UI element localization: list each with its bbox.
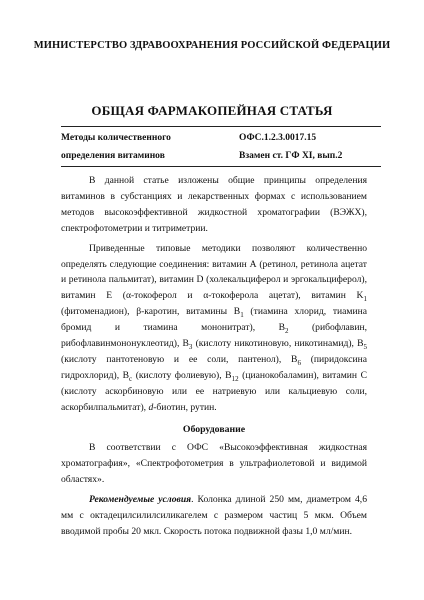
paragraph-intro: В данной статье изложены общие принципы определения витаминов в субстанциях и лекарственных формах с использованием методов высокоэффективной жидкостной хроматографии (ВЭЖХ), спектрофотометрии и титриметрии. — [61, 175, 367, 234]
body-section-1 — [61, 173, 367, 420]
meta-row-2 — [61, 151, 381, 165]
body-section-2 — [61, 440, 367, 543]
section-heading-equipment: Оборудование — [182, 424, 246, 435]
meta-row-1 — [61, 133, 381, 147]
conditions-label: Рекомендуемые условия — [89, 493, 192, 505]
paragraph-equipment: В соответствии с ОФС «Высокоэффективная жидкостная хроматография», «Спектрофотометрия в ультрафиолетовой и видимой областях». — [61, 442, 367, 485]
top-rule — [61, 126, 381, 127]
ministry-header: МИНИСТЕРСТВО ЗДРАВООХРАНЕНИЯ РОССИЙСКОЙ ФЕДЕРАЦИИ — [33, 40, 391, 51]
paragraph-conditions: Рекомендуемые условия. Колонка длиной 250 мм, диаметром 4,6 мм с октадецилсилилсиликагелем с размером частиц 5 мкм. Объем вводимой пробы 20 мкл. Скорость потока подвижной фазы 1,0 мл/мин. — [61, 493, 367, 537]
bottom-rule — [61, 166, 381, 167]
paragraph-compounds: Приведенные типовые методики позволяют количественно определять следующие соединения: витамин А (ретинол, ретинола ацетат и ретинола пальмитат), витамин D (холекальциферол и эргокальциферол), витамин Е (α-токоферол и α-токоферола ацетат), витамин $K_1$ (фитоменадион), β-каротин, витамины $B_1$ (тиамина хлорид, тиамина бромид и тиамина мононитрат), $B_2$ (рибофлавин, рибофлавинмононуклеотид), $B_3$ (кислоту никотиновую, никотинамид), $B_5$ (кислоту пантотеновую и ее соли, пантенол), $B_6$ (пиридоксина гидрохлорид), $B_c$ (кислоту фолиевую), $B_{12}$ (цианокобаламин), витамин С (кислоту аскорбиновую или ее натриевую или кальциевую соли, аскорбилпальмитат), d-биотин, рутин. — [61, 242, 367, 413]
article-title: ОБЩАЯ ФАРМАКОПЕЙНАЯ СТАТЬЯ — [91, 103, 333, 118]
replaces-note: Взамен ст. ГФ XI, вып.2 — [239, 151, 343, 161]
article-subject-line-1: Методы количественного — [61, 133, 171, 143]
article-code: ОФС.1.2.3.0017.15 — [239, 133, 317, 143]
article-subject-line-2: определения витаминов — [61, 151, 165, 161]
